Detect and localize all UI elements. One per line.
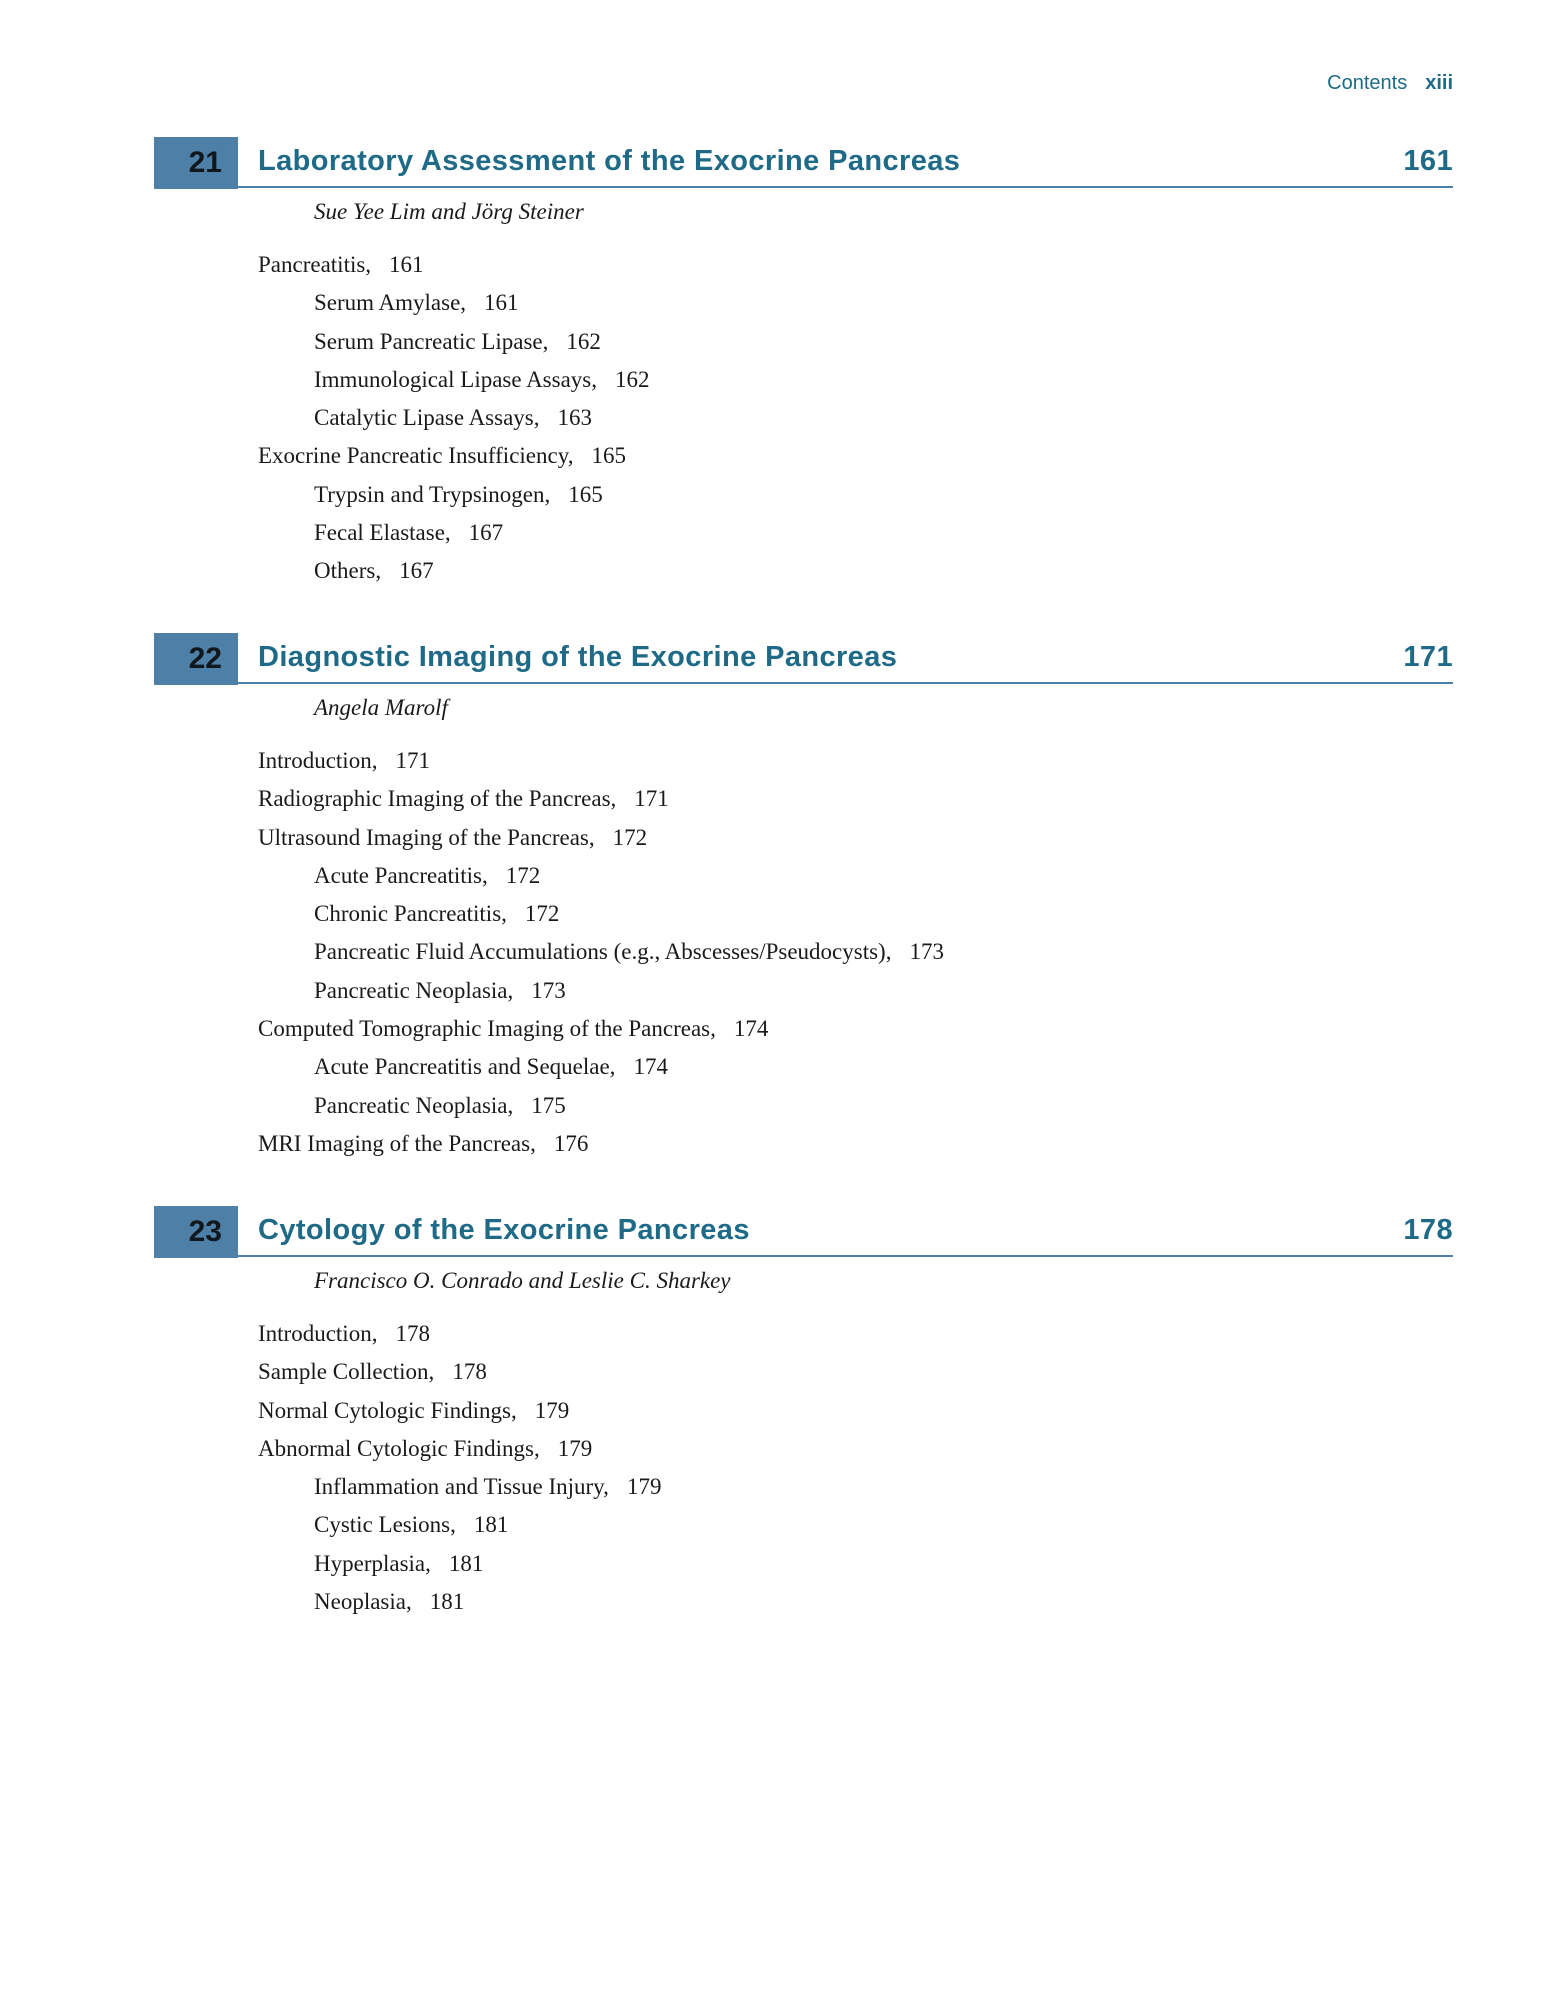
entry-page-number: 178 [395, 1321, 430, 1346]
chapter-number-badge: 22 [154, 633, 238, 685]
entry-page-number: 174 [633, 1054, 668, 1080]
toc-entry[interactable] [258, 1545, 661, 1583]
entry-page-number: 161 [389, 252, 424, 277]
chapter-21 [0, 137, 1556, 584]
toc-entry[interactable] [258, 1010, 944, 1048]
toc-entry[interactable] [258, 1353, 661, 1391]
entry-page-number: 181 [448, 1550, 484, 1576]
chapter-number-badge: 21 [154, 137, 238, 189]
toc-entry[interactable] [258, 1087, 944, 1125]
entry-page-number: 171 [634, 786, 669, 812]
toc-entry[interactable] [258, 1125, 944, 1163]
running-head [1327, 72, 1453, 95]
entry-page-number: 181 [429, 1589, 465, 1615]
chapter-authors: Angela Marolf [314, 695, 448, 720]
entry-title: Cystic Lesions, [314, 1512, 456, 1538]
entry-title: Ultrasound Imaging of the Pancreas, [258, 824, 595, 850]
section-list [258, 742, 944, 1163]
entry-page-number: 162 [566, 328, 601, 354]
chapter-heading [0, 137, 1556, 189]
entry-title: Inflammation and Tissue Injury, [314, 1474, 609, 1500]
entry-page-number: 178 [452, 1359, 487, 1385]
section-list [258, 246, 650, 591]
entry-title: Normal Cytologic Findings, [258, 1397, 517, 1423]
running-head-section: Contents [1327, 72, 1408, 94]
toc-entry[interactable] [258, 476, 650, 514]
entry-title: Sample Collection, [258, 1359, 435, 1385]
chapter-heading [0, 1206, 1556, 1258]
toc-entry[interactable] [258, 284, 650, 322]
toc-entry[interactable] [258, 1315, 661, 1353]
toc-entry[interactable] [258, 399, 650, 437]
chapter-heading [0, 633, 1556, 685]
entry-page-number: 172 [612, 824, 648, 850]
entry-page-number: 165 [591, 443, 626, 469]
entry-title: Hyperplasia, [314, 1550, 431, 1576]
entry-page-number: 181 [473, 1512, 509, 1538]
entry-page-number: 163 [557, 405, 592, 431]
entry-page-number: 172 [524, 901, 560, 927]
entry-title: Pancreatic Neoplasia, [314, 977, 514, 1003]
toc-entry[interactable] [258, 780, 944, 818]
entry-page-number: 175 [531, 1092, 566, 1118]
entry-title: Pancreatic Fluid Accumulations (e.g., Abscesses/Pseudocysts), [314, 939, 892, 965]
chapter-23 [0, 1206, 1556, 1615]
entry-page-number: 174 [733, 1016, 769, 1042]
entry-page-number: 179 [534, 1397, 570, 1423]
entry-title: Fecal Elastase, [314, 520, 451, 546]
entry-title: Serum Amylase, [314, 290, 467, 316]
chapter-title[interactable]: Diagnostic Imaging of the Exocrine Pancreas [258, 641, 898, 673]
running-head-page-number: xiii [1425, 72, 1453, 94]
entry-title: Chronic Pancreatitis, [314, 901, 507, 927]
entry-title: Acute Pancreatitis, [314, 862, 488, 888]
entry-page-number: 167 [468, 520, 504, 546]
entry-page-number: 161 [484, 290, 519, 316]
entry-title: Others, [314, 558, 382, 584]
toc-entry[interactable] [258, 972, 944, 1010]
entry-title: Pancreatitis, [258, 252, 372, 277]
entry-page-number: 167 [399, 558, 434, 584]
entry-title: Immunological Lipase Assays, [314, 366, 597, 392]
toc-entry[interactable] [258, 1506, 661, 1544]
entry-page-number: 179 [626, 1474, 662, 1500]
toc-entry[interactable] [258, 1048, 944, 1086]
chapter-authors: Francisco O. Conrado and Leslie C. Sharkey [314, 1268, 731, 1293]
toc-entry[interactable] [258, 246, 650, 284]
entry-title: Abnormal Cytologic Findings, [258, 1435, 540, 1461]
entry-title: Acute Pancreatitis and Sequelae, [314, 1054, 616, 1080]
entry-page-number: 171 [395, 748, 430, 773]
chapter-rule [238, 1255, 1453, 1257]
toc-entry[interactable] [258, 514, 650, 552]
entry-title: MRI Imaging of the Pancreas, [258, 1130, 536, 1156]
chapter-page-number: 161 [1403, 145, 1453, 177]
toc-entry[interactable] [258, 933, 944, 971]
toc-entry[interactable] [258, 323, 650, 361]
entry-page-number: 162 [615, 366, 650, 392]
entry-title: Serum Pancreatic Lipase, [314, 328, 549, 354]
entry-title: Introduction, [258, 1321, 378, 1346]
toc-entry[interactable] [258, 819, 944, 857]
chapter-authors: Sue Yee Lim and Jörg Steiner [314, 199, 584, 224]
toc-entry[interactable] [258, 552, 650, 590]
entry-title: Computed Tomographic Imaging of the Pancreas, [258, 1016, 716, 1042]
chapter-number-badge: 23 [154, 1206, 238, 1258]
entry-title: Neoplasia, [314, 1589, 412, 1615]
entry-page-number: 165 [568, 481, 603, 507]
chapter-rule [238, 682, 1453, 684]
toc-entry[interactable] [258, 1430, 661, 1468]
entry-page-number: 173 [909, 939, 944, 965]
chapter-title[interactable]: Laboratory Assessment of the Exocrine Pancreas [258, 145, 961, 177]
chapter-22 [0, 633, 1556, 1156]
toc-entry[interactable] [258, 857, 944, 895]
toc-entry[interactable] [258, 1583, 661, 1621]
chapter-title[interactable]: Cytology of the Exocrine Pancreas [258, 1214, 750, 1246]
entry-title: Catalytic Lipase Assays, [314, 405, 540, 431]
entry-title: Pancreatic Neoplasia, [314, 1092, 514, 1118]
section-list [258, 1315, 661, 1621]
entry-title: Radiographic Imaging of the Pancreas, [258, 786, 617, 812]
entry-page-number: 176 [553, 1130, 589, 1156]
entry-title: Introduction, [258, 748, 378, 773]
entry-page-number: 172 [505, 862, 541, 888]
entry-page-number: 173 [531, 977, 566, 1003]
toc-entry[interactable] [258, 1392, 661, 1430]
toc-entry[interactable] [258, 1468, 661, 1506]
toc-entry[interactable] [258, 895, 944, 933]
chapter-page-number: 171 [1403, 641, 1453, 673]
chapter-rule [238, 186, 1453, 188]
toc-entry[interactable] [258, 437, 650, 475]
entry-title: Trypsin and Trypsinogen, [314, 481, 551, 507]
toc-entry[interactable] [258, 742, 944, 780]
toc-entry[interactable] [258, 361, 650, 399]
entry-title: Exocrine Pancreatic Insufficiency, [258, 443, 574, 469]
entry-page-number: 179 [557, 1435, 593, 1461]
chapter-page-number: 178 [1403, 1214, 1453, 1246]
